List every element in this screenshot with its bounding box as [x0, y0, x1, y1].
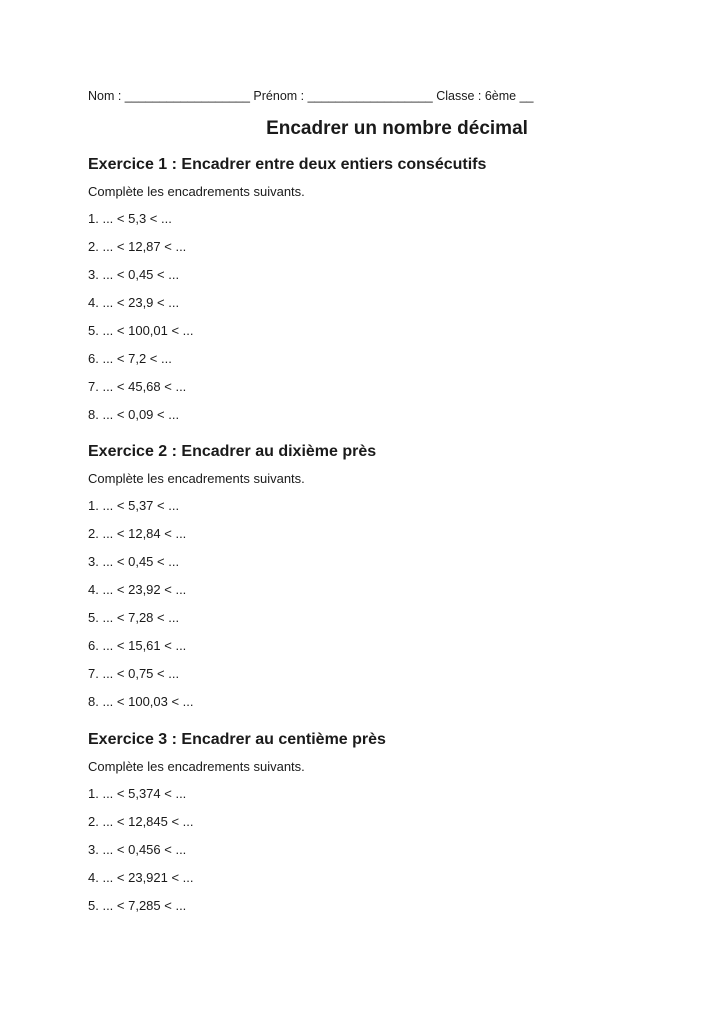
- exercise-heading: Exercice 3 : Encadrer au centième près: [88, 731, 386, 748]
- exercise-items: [88, 785, 386, 925]
- list-item: 1. ... < 5,37 < ...: [88, 498, 180, 513]
- page-title: Encadrer un nombre décimal: [266, 118, 528, 139]
- exercise-instruction: Complète les encadrements suivants.: [88, 759, 305, 774]
- list-item: 5. ... < 7,28 < ...: [88, 610, 180, 625]
- student-info-line: Nom : __________________ Prénom : __________________ Classe : 6ème __: [88, 89, 534, 103]
- list-item: 3. ... < 0,45 < ...: [88, 554, 180, 569]
- exercise-items: [88, 497, 376, 721]
- exercise-heading: Exercice 1 : Encadrer entre deux entiers consécutifs: [88, 156, 487, 173]
- list-item: 8. ... < 100,03 < ...: [88, 694, 194, 709]
- exercise-2: [88, 442, 376, 721]
- list-item: 6. ... < 7,2 < ...: [88, 351, 172, 366]
- list-item: 4. ... < 23,92 < ...: [88, 582, 187, 597]
- list-item: 2. ... < 12,845 < ...: [88, 814, 194, 829]
- list-item: 7. ... < 45,68 < ...: [88, 379, 187, 394]
- list-item: 5. ... < 7,285 < ...: [88, 898, 187, 913]
- list-item: 3. ... < 0,45 < ...: [88, 267, 180, 282]
- list-item: 7. ... < 0,75 < ...: [88, 666, 180, 681]
- list-item: 8. ... < 0,09 < ...: [88, 407, 180, 422]
- exercise-instruction: Complète les encadrements suivants.: [88, 184, 305, 199]
- exercise-items: [88, 210, 486, 434]
- list-item: 2. ... < 12,84 < ...: [88, 526, 187, 541]
- list-item: 1. ... < 5,3 < ...: [88, 211, 172, 226]
- list-item: 5. ... < 100,01 < ...: [88, 323, 194, 338]
- exercise-3: [88, 730, 386, 925]
- list-item: 1. ... < 5,374 < ...: [88, 786, 187, 801]
- exercise-heading: Exercice 2 : Encadrer au dixième près: [88, 443, 377, 460]
- exercise-1: [88, 155, 486, 434]
- list-item: 6. ... < 15,61 < ...: [88, 638, 187, 653]
- list-item: 4. ... < 23,9 < ...: [88, 295, 180, 310]
- list-item: 2. ... < 12,87 < ...: [88, 239, 187, 254]
- list-item: 3. ... < 0,456 < ...: [88, 842, 187, 857]
- list-item: 4. ... < 23,921 < ...: [88, 870, 194, 885]
- exercise-instruction: Complète les encadrements suivants.: [88, 471, 305, 486]
